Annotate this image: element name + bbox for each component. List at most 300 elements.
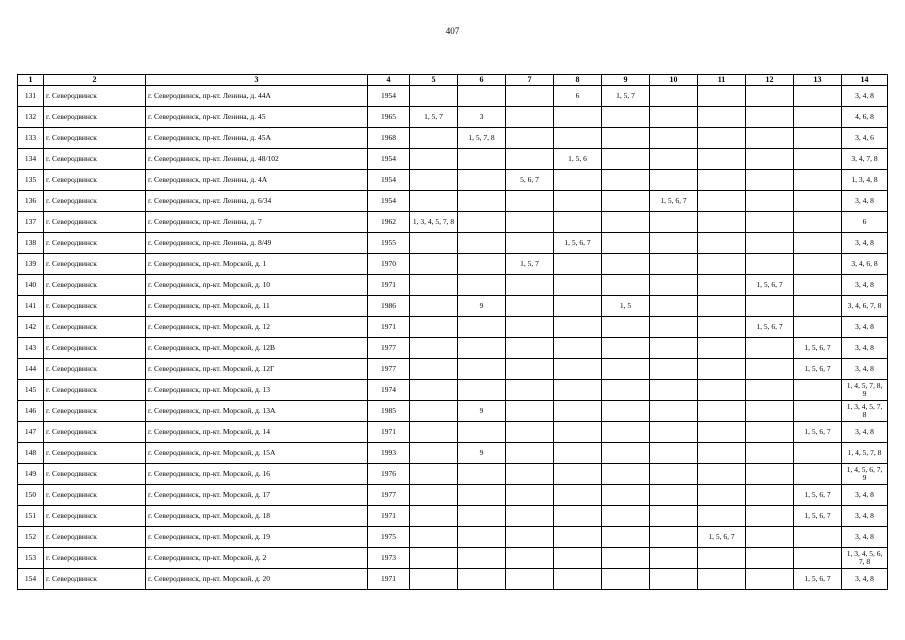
table-cell bbox=[554, 107, 602, 128]
year-cell: 1977 bbox=[368, 485, 410, 506]
table-cell bbox=[602, 422, 650, 443]
table-cell: 3, 4, 8 bbox=[842, 359, 888, 380]
table-cell: 1, 5, 7 bbox=[602, 86, 650, 107]
table-cell bbox=[506, 443, 554, 464]
table-cell: 1, 5, 6, 7 bbox=[794, 422, 842, 443]
table-cell: 3, 4, 6, 7, 8 bbox=[842, 296, 888, 317]
table-cell bbox=[458, 422, 506, 443]
table-cell bbox=[794, 464, 842, 485]
table-cell: 1, 5, 7, 8 bbox=[458, 128, 506, 149]
table-cell bbox=[650, 128, 698, 149]
row-number-cell: 137 bbox=[18, 212, 44, 233]
table-cell bbox=[602, 506, 650, 527]
row-number-cell: 131 bbox=[18, 86, 44, 107]
address-cell: г. Северодвинск, пр-кт. Морской, д. 13А bbox=[146, 401, 368, 422]
table-cell bbox=[650, 422, 698, 443]
table-cell bbox=[794, 128, 842, 149]
table-cell bbox=[458, 338, 506, 359]
table-cell bbox=[650, 254, 698, 275]
table-cell bbox=[410, 338, 458, 359]
table-cell: 1, 5, 6, 7 bbox=[698, 527, 746, 548]
table-row bbox=[18, 170, 888, 191]
table-cell: 9 bbox=[458, 443, 506, 464]
table-cell bbox=[506, 464, 554, 485]
table-cell bbox=[650, 443, 698, 464]
table-cell: 3, 4, 8 bbox=[842, 191, 888, 212]
table-cell bbox=[746, 254, 794, 275]
table-cell: 1, 5, 6, 7 bbox=[794, 569, 842, 590]
table-cell bbox=[650, 401, 698, 422]
table-cell: 1, 5, 6 bbox=[554, 149, 602, 170]
table-row bbox=[18, 401, 888, 422]
table-cell bbox=[602, 401, 650, 422]
table-cell bbox=[554, 338, 602, 359]
table-cell bbox=[698, 401, 746, 422]
table-cell bbox=[650, 464, 698, 485]
table-cell bbox=[554, 485, 602, 506]
row-number-cell: 134 bbox=[18, 149, 44, 170]
table-row bbox=[18, 338, 888, 359]
year-cell: 1986 bbox=[368, 296, 410, 317]
table-cell bbox=[410, 128, 458, 149]
table-row bbox=[18, 359, 888, 380]
table-cell bbox=[794, 191, 842, 212]
address-cell: г. Северодвинск, пр-кт. Ленина, д. 45А bbox=[146, 128, 368, 149]
table-cell bbox=[794, 170, 842, 191]
table-cell bbox=[554, 359, 602, 380]
address-cell: г. Северодвинск, пр-кт. Морской, д. 10 bbox=[146, 275, 368, 296]
table-cell: 1, 5, 7 bbox=[506, 254, 554, 275]
year-cell: 1971 bbox=[368, 506, 410, 527]
table-cell bbox=[458, 359, 506, 380]
table-cell bbox=[650, 527, 698, 548]
table-cell bbox=[746, 380, 794, 401]
year-cell: 1965 bbox=[368, 107, 410, 128]
table-cell bbox=[698, 191, 746, 212]
table-cell bbox=[746, 548, 794, 569]
table-cell bbox=[650, 548, 698, 569]
settlement-cell: г. Северодвинск bbox=[44, 296, 146, 317]
table-cell bbox=[410, 485, 458, 506]
table-row bbox=[18, 233, 888, 254]
table-row bbox=[18, 464, 888, 485]
table-cell: 3, 4, 8 bbox=[842, 233, 888, 254]
page-number: 407 bbox=[445, 26, 460, 36]
table-cell bbox=[602, 380, 650, 401]
table-cell bbox=[506, 401, 554, 422]
table-cell: 1, 5, 6, 7 bbox=[794, 485, 842, 506]
column-header-5: 5 bbox=[410, 75, 458, 86]
table-cell bbox=[746, 359, 794, 380]
table-cell bbox=[554, 464, 602, 485]
year-cell: 1971 bbox=[368, 422, 410, 443]
column-header-12: 12 bbox=[746, 75, 794, 86]
table-cell: 3, 4, 8 bbox=[842, 506, 888, 527]
column-header-13: 13 bbox=[794, 75, 842, 86]
table-cell bbox=[650, 107, 698, 128]
table-cell bbox=[506, 233, 554, 254]
year-cell: 1985 bbox=[368, 401, 410, 422]
table-cell: 1, 3, 4, 5, 7, 8 bbox=[842, 401, 888, 422]
table-cell bbox=[746, 338, 794, 359]
table-cell: 3, 4, 6 bbox=[842, 128, 888, 149]
settlement-cell: г. Северодвинск bbox=[44, 422, 146, 443]
table-cell: 1, 5, 6, 7 bbox=[794, 338, 842, 359]
settlement-cell: г. Северодвинск bbox=[44, 548, 146, 569]
year-cell: 1975 bbox=[368, 527, 410, 548]
table-cell bbox=[698, 464, 746, 485]
table-cell bbox=[410, 86, 458, 107]
table-cell bbox=[602, 128, 650, 149]
table-cell bbox=[698, 443, 746, 464]
table-row bbox=[18, 254, 888, 275]
table-cell bbox=[602, 149, 650, 170]
table-cell bbox=[554, 296, 602, 317]
settlement-cell: г. Северодвинск bbox=[44, 149, 146, 170]
row-number-cell: 149 bbox=[18, 464, 44, 485]
table-cell bbox=[746, 527, 794, 548]
settlement-cell: г. Северодвинск bbox=[44, 338, 146, 359]
table-cell bbox=[746, 464, 794, 485]
table-cell bbox=[410, 401, 458, 422]
table-cell bbox=[698, 212, 746, 233]
row-number-cell: 143 bbox=[18, 338, 44, 359]
table-cell: 3, 4, 7, 8 bbox=[842, 149, 888, 170]
table-cell bbox=[794, 86, 842, 107]
table-cell bbox=[602, 170, 650, 191]
table-cell: 6 bbox=[554, 86, 602, 107]
settlement-cell: г. Северодвинск bbox=[44, 107, 146, 128]
table-cell bbox=[698, 338, 746, 359]
year-cell: 1971 bbox=[368, 569, 410, 590]
table-cell bbox=[506, 548, 554, 569]
table-cell bbox=[554, 170, 602, 191]
table-cell: 1, 5, 6, 7 bbox=[650, 191, 698, 212]
table-cell bbox=[746, 401, 794, 422]
table-cell bbox=[506, 107, 554, 128]
row-number-cell: 136 bbox=[18, 191, 44, 212]
table-cell bbox=[746, 149, 794, 170]
table-cell: 5, 6, 7 bbox=[506, 170, 554, 191]
table-cell bbox=[410, 443, 458, 464]
table-cell bbox=[794, 401, 842, 422]
table-cell bbox=[650, 275, 698, 296]
row-number-cell: 138 bbox=[18, 233, 44, 254]
table-cell: 3, 4, 8 bbox=[842, 422, 888, 443]
table-cell bbox=[602, 464, 650, 485]
table-cell bbox=[698, 149, 746, 170]
table-row bbox=[18, 380, 888, 401]
row-number-cell: 139 bbox=[18, 254, 44, 275]
table-cell bbox=[458, 506, 506, 527]
table-cell bbox=[794, 296, 842, 317]
table-cell bbox=[746, 86, 794, 107]
table-cell: 3, 4, 8 bbox=[842, 527, 888, 548]
table-cell bbox=[554, 422, 602, 443]
settlement-cell: г. Северодвинск bbox=[44, 443, 146, 464]
table-cell bbox=[554, 191, 602, 212]
table-cell bbox=[410, 317, 458, 338]
table-row bbox=[18, 107, 888, 128]
table-cell bbox=[506, 338, 554, 359]
address-cell: г. Северодвинск, пр-кт. Морской, д. 15А bbox=[146, 443, 368, 464]
row-number-cell: 133 bbox=[18, 128, 44, 149]
settlement-cell: г. Северодвинск bbox=[44, 401, 146, 422]
table-cell bbox=[458, 464, 506, 485]
year-cell: 1973 bbox=[368, 548, 410, 569]
table-row bbox=[18, 317, 888, 338]
row-number-cell: 132 bbox=[18, 107, 44, 128]
table-cell bbox=[506, 317, 554, 338]
table-cell: 1, 3, 4, 8 bbox=[842, 170, 888, 191]
table-body bbox=[18, 86, 888, 590]
settlement-cell: г. Северодвинск bbox=[44, 212, 146, 233]
table-cell bbox=[650, 485, 698, 506]
table-cell: 1, 5, 6, 7 bbox=[554, 233, 602, 254]
settlement-cell: г. Северодвинск bbox=[44, 317, 146, 338]
year-cell: 1954 bbox=[368, 191, 410, 212]
table-cell bbox=[602, 443, 650, 464]
address-cell: г. Северодвинск, пр-кт. Ленина, д. 4А bbox=[146, 170, 368, 191]
table-cell bbox=[698, 296, 746, 317]
table-cell bbox=[650, 170, 698, 191]
table-cell bbox=[506, 275, 554, 296]
table-row bbox=[18, 191, 888, 212]
table-cell bbox=[602, 548, 650, 569]
table-cell bbox=[746, 170, 794, 191]
address-cell: г. Северодвинск, пр-кт. Ленина, д. 48/102 bbox=[146, 149, 368, 170]
table-cell bbox=[650, 149, 698, 170]
address-cell: г. Северодвинск, пр-кт. Ленина, д. 7 bbox=[146, 212, 368, 233]
table-cell: 3, 4, 6, 8 bbox=[842, 254, 888, 275]
table-row bbox=[18, 422, 888, 443]
table-header bbox=[18, 75, 888, 86]
table-cell bbox=[650, 380, 698, 401]
year-cell: 1970 bbox=[368, 254, 410, 275]
address-cell: г. Северодвинск, пр-кт. Морской, д. 20 bbox=[146, 569, 368, 590]
table-cell: 1, 3, 4, 5, 6, 7, 8 bbox=[842, 548, 888, 569]
table-cell: 1, 5, 6, 7 bbox=[746, 317, 794, 338]
table-cell bbox=[554, 254, 602, 275]
table-cell bbox=[746, 506, 794, 527]
settlement-cell: г. Северодвинск bbox=[44, 254, 146, 275]
table-cell bbox=[650, 212, 698, 233]
address-cell: г. Северодвинск, пр-кт. Ленина, д. 6/34 bbox=[146, 191, 368, 212]
table-cell bbox=[650, 233, 698, 254]
table-cell bbox=[794, 212, 842, 233]
settlement-cell: г. Северодвинск bbox=[44, 527, 146, 548]
table-cell bbox=[746, 107, 794, 128]
table-row bbox=[18, 569, 888, 590]
table-cell bbox=[458, 275, 506, 296]
table-cell bbox=[698, 317, 746, 338]
table-cell bbox=[458, 254, 506, 275]
table-cell bbox=[698, 569, 746, 590]
table-row bbox=[18, 527, 888, 548]
address-cell: г. Северодвинск, пр-кт. Морской, д. 16 bbox=[146, 464, 368, 485]
address-cell: г. Северодвинск, пр-кт. Морской, д. 12 bbox=[146, 317, 368, 338]
table-cell bbox=[650, 506, 698, 527]
address-cell: г. Северодвинск, пр-кт. Морской, д. 12В bbox=[146, 338, 368, 359]
table-cell bbox=[458, 527, 506, 548]
table-cell bbox=[410, 149, 458, 170]
table-cell bbox=[698, 170, 746, 191]
table-row bbox=[18, 86, 888, 107]
table-cell bbox=[794, 548, 842, 569]
table-cell bbox=[458, 380, 506, 401]
table-cell bbox=[794, 233, 842, 254]
table-cell bbox=[458, 233, 506, 254]
table-cell: 1, 4, 5, 6, 7, 9 bbox=[842, 464, 888, 485]
table-cell bbox=[602, 338, 650, 359]
table-cell bbox=[650, 317, 698, 338]
table-cell bbox=[650, 359, 698, 380]
table-row bbox=[18, 443, 888, 464]
table-cell bbox=[602, 107, 650, 128]
year-cell: 1977 bbox=[368, 359, 410, 380]
settlement-cell: г. Северодвинск bbox=[44, 191, 146, 212]
settlement-cell: г. Северодвинск bbox=[44, 275, 146, 296]
table-row bbox=[18, 485, 888, 506]
table-row bbox=[18, 149, 888, 170]
column-header-6: 6 bbox=[458, 75, 506, 86]
table-cell bbox=[458, 191, 506, 212]
table-cell bbox=[506, 569, 554, 590]
table-row bbox=[18, 548, 888, 569]
table-cell bbox=[794, 443, 842, 464]
address-cell: г. Северодвинск, пр-кт. Морской, д. 1 bbox=[146, 254, 368, 275]
table-cell bbox=[698, 506, 746, 527]
year-cell: 1968 bbox=[368, 128, 410, 149]
table-cell: 1, 5 bbox=[602, 296, 650, 317]
year-cell: 1971 bbox=[368, 317, 410, 338]
table-cell bbox=[554, 443, 602, 464]
table-row bbox=[18, 275, 888, 296]
settlement-cell: г. Северодвинск bbox=[44, 464, 146, 485]
table-cell bbox=[698, 86, 746, 107]
address-cell: г. Северодвинск, пр-кт. Морской, д. 14 bbox=[146, 422, 368, 443]
address-cell: г. Северодвинск, пр-кт. Морской, д. 11 bbox=[146, 296, 368, 317]
address-cell: г. Северодвинск, пр-кт. Ленина, д. 8/49 bbox=[146, 233, 368, 254]
table-cell bbox=[410, 191, 458, 212]
table-cell bbox=[410, 233, 458, 254]
table-cell bbox=[746, 191, 794, 212]
column-header-11: 11 bbox=[698, 75, 746, 86]
row-number-cell: 151 bbox=[18, 506, 44, 527]
table-cell: 3, 4, 8 bbox=[842, 569, 888, 590]
address-cell: г. Северодвинск, пр-кт. Морской, д. 19 bbox=[146, 527, 368, 548]
table-cell bbox=[698, 422, 746, 443]
table-cell: 1, 4, 5, 7, 8 bbox=[842, 443, 888, 464]
table-cell bbox=[794, 254, 842, 275]
table-cell bbox=[554, 128, 602, 149]
table-cell bbox=[698, 128, 746, 149]
row-number-cell: 150 bbox=[18, 485, 44, 506]
column-header-10: 10 bbox=[650, 75, 698, 86]
column-header-1: 1 bbox=[18, 75, 44, 86]
table-cell bbox=[746, 233, 794, 254]
table-cell bbox=[554, 548, 602, 569]
table-cell bbox=[506, 296, 554, 317]
table-cell bbox=[746, 422, 794, 443]
table-cell bbox=[458, 485, 506, 506]
year-cell: 1971 bbox=[368, 275, 410, 296]
column-header-2: 2 bbox=[44, 75, 146, 86]
table-cell bbox=[794, 149, 842, 170]
settlement-cell: г. Северодвинск bbox=[44, 86, 146, 107]
address-cell: г. Северодвинск, пр-кт. Морской, д. 17 bbox=[146, 485, 368, 506]
table-cell bbox=[746, 485, 794, 506]
table-cell bbox=[506, 359, 554, 380]
table-cell bbox=[602, 212, 650, 233]
table-cell bbox=[554, 275, 602, 296]
table-cell: 1, 4, 5, 7, 8, 9 bbox=[842, 380, 888, 401]
table-cell bbox=[506, 527, 554, 548]
row-number-cell: 148 bbox=[18, 443, 44, 464]
settlement-cell: г. Северодвинск bbox=[44, 170, 146, 191]
table-cell bbox=[650, 338, 698, 359]
settlement-cell: г. Северодвинск bbox=[44, 233, 146, 254]
year-cell: 1977 bbox=[368, 338, 410, 359]
table-cell bbox=[506, 191, 554, 212]
table-cell bbox=[506, 422, 554, 443]
row-number-cell: 142 bbox=[18, 317, 44, 338]
settlement-cell: г. Северодвинск bbox=[44, 506, 146, 527]
table-cell bbox=[698, 107, 746, 128]
table-cell bbox=[602, 527, 650, 548]
table-cell bbox=[506, 86, 554, 107]
table-cell: 3, 4, 8 bbox=[842, 86, 888, 107]
table-cell bbox=[746, 569, 794, 590]
settlement-cell: г. Северодвинск bbox=[44, 359, 146, 380]
row-number-cell: 140 bbox=[18, 275, 44, 296]
table-cell bbox=[698, 254, 746, 275]
table-cell bbox=[746, 128, 794, 149]
table-cell bbox=[410, 506, 458, 527]
address-cell: г. Северодвинск, пр-кт. Морской, д. 18 bbox=[146, 506, 368, 527]
column-header-14: 14 bbox=[842, 75, 888, 86]
table-cell bbox=[650, 296, 698, 317]
table-cell bbox=[650, 86, 698, 107]
row-number-cell: 141 bbox=[18, 296, 44, 317]
table-cell: 1, 5, 6, 7 bbox=[794, 506, 842, 527]
table-cell: 3, 4, 8 bbox=[842, 338, 888, 359]
table-cell: 3 bbox=[458, 107, 506, 128]
table-cell bbox=[698, 275, 746, 296]
table-cell bbox=[458, 317, 506, 338]
table-cell bbox=[554, 380, 602, 401]
table-cell: 9 bbox=[458, 401, 506, 422]
table-row bbox=[18, 506, 888, 527]
table-cell bbox=[746, 443, 794, 464]
table-cell bbox=[602, 485, 650, 506]
table-cell bbox=[602, 254, 650, 275]
row-number-cell: 144 bbox=[18, 359, 44, 380]
table-cell bbox=[698, 548, 746, 569]
table-row bbox=[18, 296, 888, 317]
table-cell: 1, 3, 4, 5, 7, 8 bbox=[410, 212, 458, 233]
table-cell bbox=[458, 212, 506, 233]
table-cell: 1, 5, 6, 7 bbox=[794, 359, 842, 380]
table-cell bbox=[554, 569, 602, 590]
row-number-cell: 154 bbox=[18, 569, 44, 590]
table-cell bbox=[410, 464, 458, 485]
year-cell: 1962 bbox=[368, 212, 410, 233]
table-row bbox=[18, 128, 888, 149]
row-number-cell: 145 bbox=[18, 380, 44, 401]
table-cell bbox=[650, 569, 698, 590]
table-cell: 9 bbox=[458, 296, 506, 317]
